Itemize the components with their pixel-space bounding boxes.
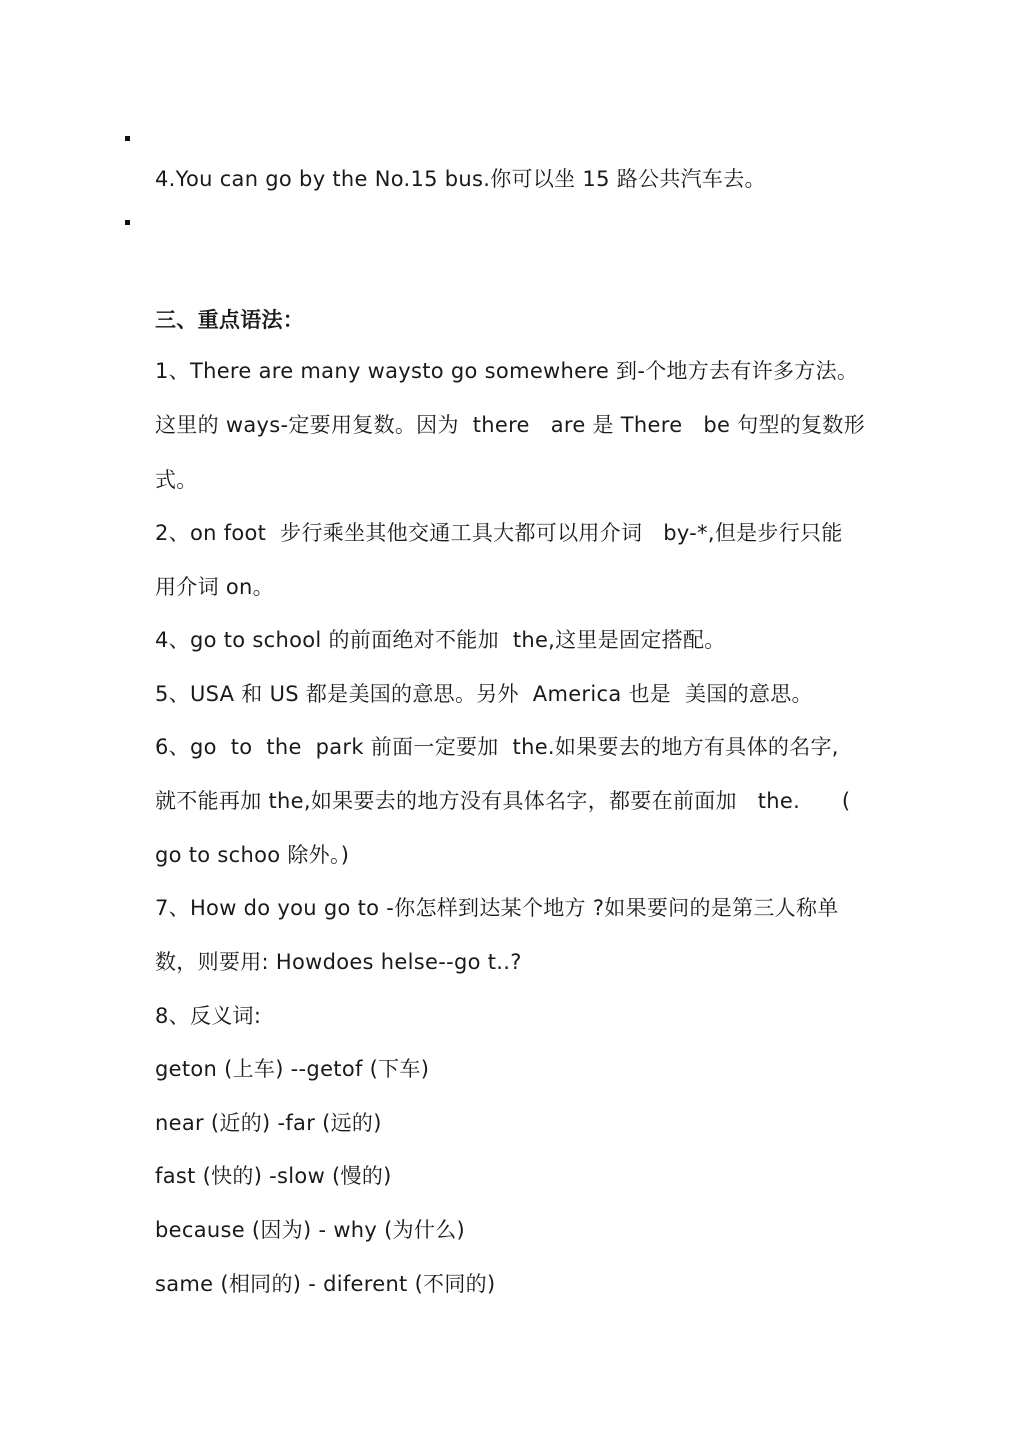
section-heading: 三、重点语法： <box>155 308 305 332</box>
antonym-pair: near (近的) -far (远的) <box>155 1111 382 1135</box>
bullet-marker <box>125 136 130 141</box>
antonym-pair: fast (快的) -slow (慢的) <box>155 1164 392 1188</box>
grammar-point-6-cont: go to schoo 除外。) <box>155 843 350 867</box>
antonym-pair: same (相同的) - diferent (不同的) <box>155 1272 496 1296</box>
grammar-point-2: 2、on foot 步行乘坐其他交通工具大都可以用介词 by-*,但是步行只能 <box>155 521 843 545</box>
grammar-point-6: 6、go to the park 前面一定要加 the.如果要去的地方有具体的名字, <box>155 735 839 759</box>
grammar-point-7: 7、How do you go to -你怎样到达某个地方 ?如果要问的是第三人称单 <box>155 896 839 920</box>
grammar-point-8: 8、反义词: <box>155 1004 262 1028</box>
bullet-marker <box>125 220 130 225</box>
antonym-pair: geton (上车) --getof (下车) <box>155 1057 430 1081</box>
grammar-point-1-cont: 这里的 ways-定要用复数。因为 there are 是 There be 句型的复数形 <box>155 413 866 437</box>
text-line: 4.You can go by the No.15 bus.你可以坐 15 路公共汽车去。 <box>155 167 766 191</box>
grammar-point-1: 1、There are many waysto go somewhere 到-个地方去有许多方法。 <box>155 359 859 383</box>
grammar-point-2-cont: 用介词 on。 <box>155 575 274 599</box>
grammar-point-6-cont: 就不能再加 the,如果要去的地方没有具体名字，都要在前面加 the. ( <box>155 789 851 813</box>
antonym-pair: because (因为) - why (为什么) <box>155 1218 465 1242</box>
grammar-point-5: 5、USA 和 US 都是美国的意思。另外 America 也是 美国的意思。 <box>155 682 813 706</box>
grammar-point-1-cont: 式。 <box>155 468 198 492</box>
grammar-point-4: 4、go to school 的前面绝对不能加 the,这里是固定搭配。 <box>155 628 726 652</box>
grammar-point-7-cont: 数，则要用: Howdoes helse--go t..? <box>155 950 522 974</box>
